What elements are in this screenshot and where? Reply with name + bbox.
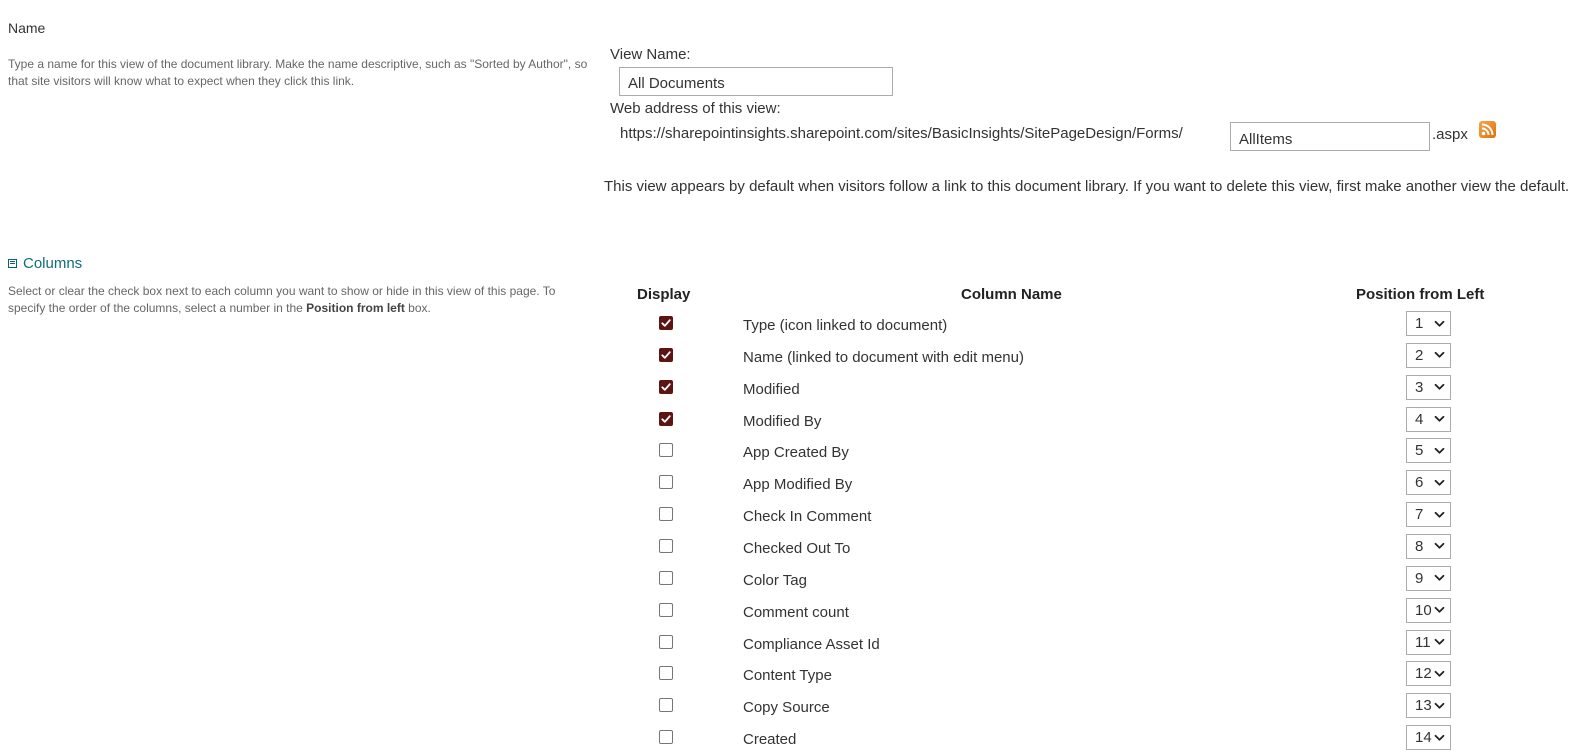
position-select[interactable]	[1406, 630, 1451, 655]
column-name-label: Checked Out To	[743, 539, 851, 557]
name-section-title: Name	[8, 20, 46, 36]
display-checkbox[interactable]	[659, 571, 673, 585]
columns-desc-text-end: box.	[404, 301, 431, 315]
position-select[interactable]	[1406, 598, 1451, 623]
view-name-input[interactable]	[619, 67, 893, 96]
position-select[interactable]	[1406, 566, 1451, 591]
web-address-page-input[interactable]	[1230, 122, 1430, 151]
position-select[interactable]	[1406, 534, 1451, 559]
position-value: 9	[1415, 569, 1424, 587]
column-name-label: Name (linked to document with edit menu)	[743, 348, 1024, 366]
position-value: 1	[1415, 315, 1424, 332]
position-select[interactable]	[1406, 661, 1451, 686]
column-name-label: Modified	[743, 380, 800, 398]
header-column-name: Column Name	[961, 286, 1062, 303]
chevron-down-icon	[1434, 702, 1445, 710]
position-select[interactable]	[1406, 311, 1451, 336]
chevron-down-icon	[1434, 447, 1445, 455]
display-checkbox[interactable]	[659, 539, 673, 553]
position-value: 14	[1415, 729, 1432, 747]
position-value: 8	[1415, 537, 1424, 555]
display-checkbox[interactable]	[659, 348, 673, 362]
chevron-down-icon	[1434, 734, 1445, 742]
position-select[interactable]	[1406, 343, 1451, 368]
chevron-down-icon	[1434, 320, 1445, 328]
web-address-extension: .aspx	[1432, 126, 1468, 143]
checkmark-icon	[660, 317, 672, 329]
columns-section-description	[8, 283, 593, 317]
checkmark-icon	[660, 413, 672, 425]
position-select[interactable]	[1406, 502, 1451, 527]
display-checkbox[interactable]	[659, 443, 673, 457]
column-name-label: Comment count	[743, 603, 849, 621]
position-value: 4	[1415, 410, 1424, 428]
chevron-down-icon	[1434, 542, 1445, 550]
column-name-label: App Modified By	[743, 476, 853, 494]
chevron-down-icon	[1434, 606, 1445, 614]
column-name-label: Color Tag	[743, 571, 807, 589]
header-position-from-left: Position from Left	[1356, 286, 1485, 303]
column-name-label: Content Type	[743, 667, 832, 685]
display-checkbox[interactable]	[659, 730, 673, 744]
collapse-minus-icon[interactable]	[8, 259, 17, 268]
position-select[interactable]	[1406, 375, 1451, 400]
position-value: 5	[1415, 442, 1424, 460]
position-select[interactable]	[1406, 438, 1451, 463]
checkmark-icon	[660, 349, 672, 361]
position-value: 13	[1415, 697, 1432, 715]
position-value: 10	[1415, 601, 1432, 619]
position-value: 6	[1415, 474, 1424, 492]
display-checkbox[interactable]	[659, 475, 673, 489]
view-name-label: View Name:	[610, 46, 691, 63]
column-name-label: Created	[743, 731, 797, 749]
columns-desc-text: Select or clear the check box next to each column you want to show or hide in this view of this page. To specify the order of the columns, select a number in the	[8, 284, 556, 315]
chevron-down-icon	[1434, 511, 1445, 519]
display-checkbox[interactable]	[659, 507, 673, 521]
position-value: 3	[1415, 378, 1424, 396]
column-name-label: Copy Source	[743, 699, 830, 717]
display-checkbox[interactable]	[659, 666, 673, 680]
columns-section-title[interactable]: Columns	[23, 255, 83, 272]
position-value: 12	[1415, 665, 1432, 683]
position-select[interactable]	[1406, 470, 1451, 495]
chevron-down-icon	[1434, 415, 1445, 423]
chevron-down-icon	[1434, 638, 1445, 646]
position-select[interactable]	[1406, 407, 1451, 432]
position-value: 11	[1415, 633, 1431, 651]
column-name-label: App Created By	[743, 444, 849, 462]
chevron-down-icon	[1434, 351, 1445, 359]
column-name-label: Check In Comment	[743, 508, 872, 526]
display-checkbox[interactable]	[659, 698, 673, 712]
display-checkbox[interactable]	[659, 412, 673, 426]
position-value: 2	[1415, 346, 1424, 364]
chevron-down-icon	[1434, 383, 1445, 391]
rss-feed-icon[interactable]	[1479, 121, 1496, 138]
web-address-url-prefix: https://sharepointinsights.sharepoint.com/sites/BasicInsights/SitePageDesign/Forms/	[620, 125, 1183, 142]
columns-desc-bold: Position from left	[306, 301, 405, 315]
display-checkbox[interactable]	[659, 635, 673, 649]
display-checkbox[interactable]	[659, 603, 673, 617]
chevron-down-icon	[1434, 574, 1445, 582]
column-name-label: Compliance Asset Id	[743, 635, 880, 653]
web-address-label: Web address of this view:	[610, 100, 781, 117]
position-value: 7	[1415, 506, 1424, 524]
display-checkbox[interactable]	[659, 316, 673, 330]
default-view-note: This view appears by default when visitors follow a link to this document library. If you want to delete this view, first make another view the default.	[604, 178, 1570, 195]
columns-section-header[interactable]	[8, 255, 82, 272]
column-name-label: Type (icon linked to document)	[743, 317, 948, 334]
header-display: Display	[637, 286, 691, 303]
chevron-down-icon	[1434, 670, 1445, 678]
display-checkbox[interactable]	[659, 380, 673, 394]
chevron-down-icon	[1434, 479, 1445, 487]
position-select[interactable]	[1406, 725, 1451, 750]
position-select[interactable]	[1406, 693, 1451, 718]
column-name-label: Modified By	[743, 412, 822, 430]
checkmark-icon	[660, 381, 672, 393]
name-section-description: Type a name for this view of the document library. Make the name descriptive, such as "Sorted by Author", so that site visitors will know what to expect when they click this link.	[8, 57, 588, 88]
